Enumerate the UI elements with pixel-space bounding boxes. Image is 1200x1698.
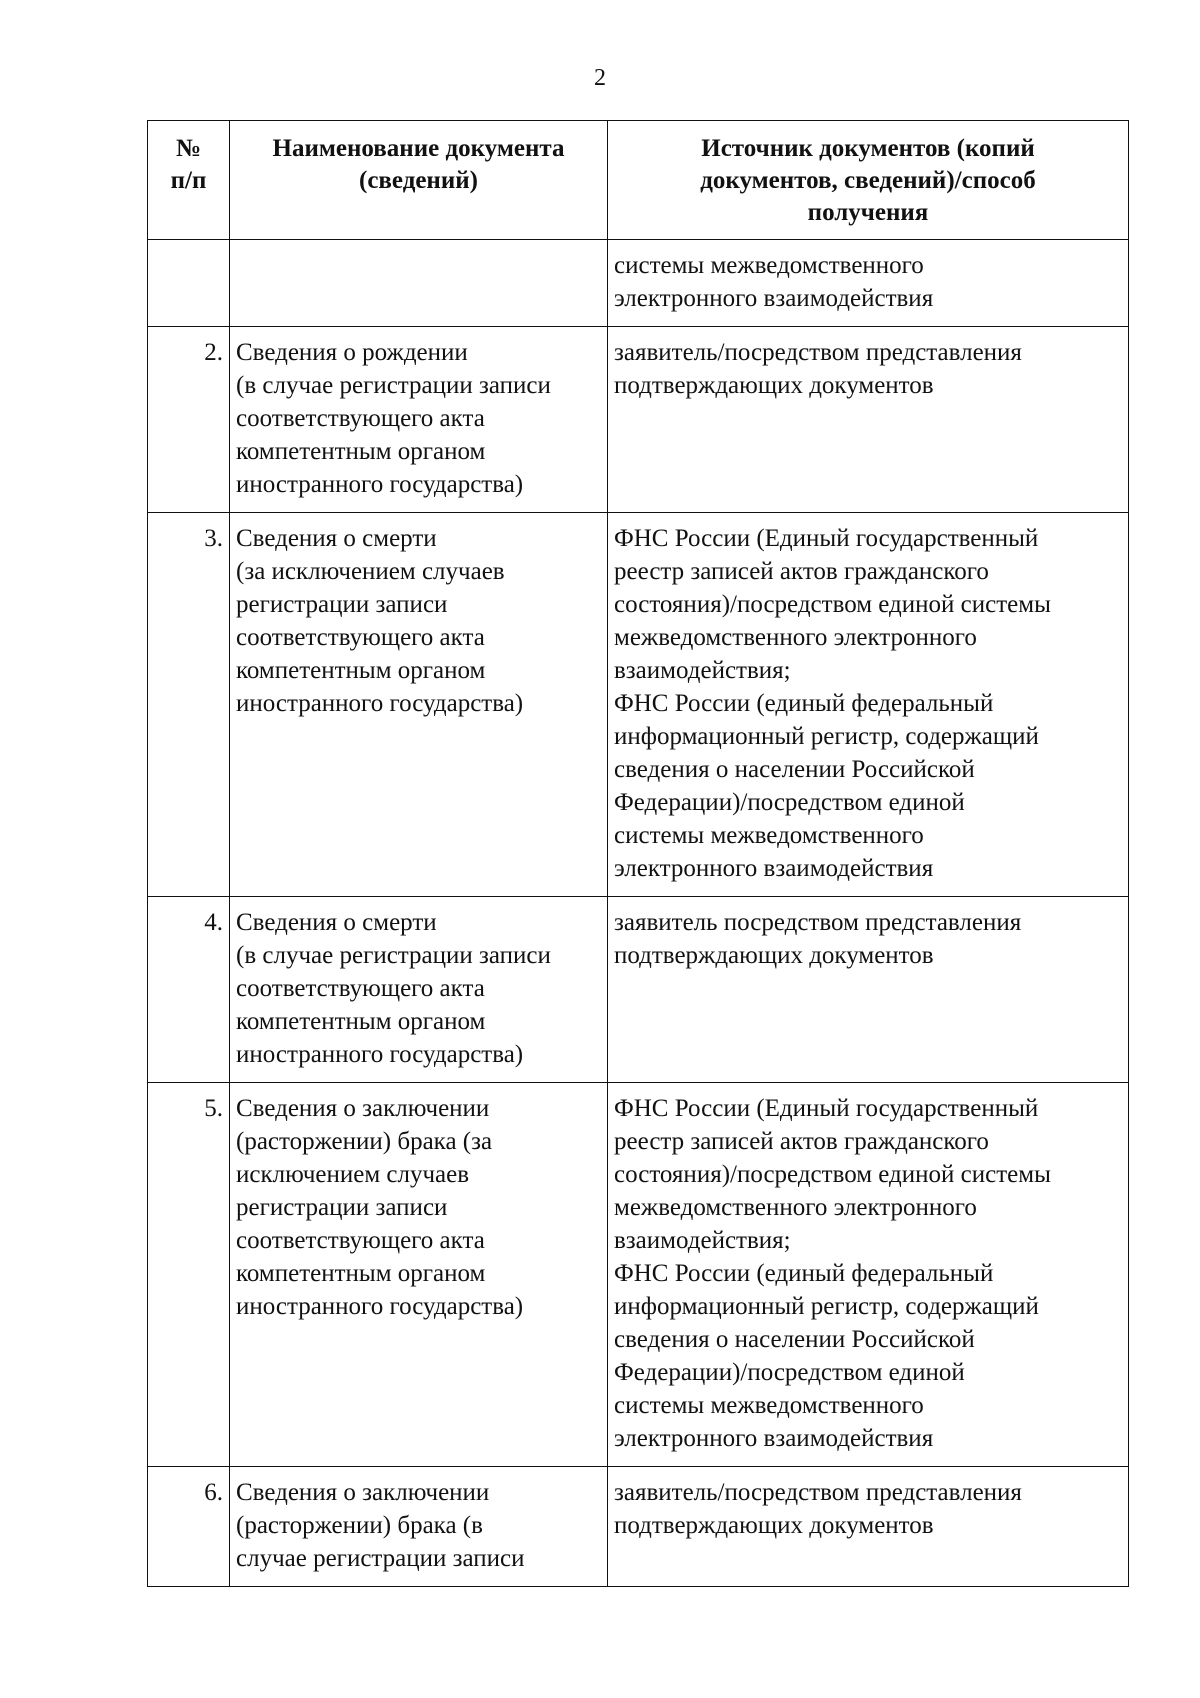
document-source-line: межведомственного электронного (614, 624, 977, 651)
document-source-line: системы межведомственного (614, 822, 924, 849)
document-source-line: информационный регистр, содержащий (614, 723, 1039, 750)
document-source-line: заявитель/посредством представления (614, 339, 1022, 366)
header-document-source: Источник документов (копий документов, сведений)/способ получения (608, 121, 1129, 240)
table-row (148, 1083, 1129, 1467)
header-document-name: Наименование документа (сведений) (230, 121, 608, 240)
document-name-line: Сведения о рождении (236, 339, 468, 366)
document-source-line: ФНС России (Единый государственный (614, 1095, 1039, 1122)
document-source-line: информационный регистр, содержащий (614, 1293, 1039, 1320)
document-name-line: иностранного государства) (236, 471, 524, 498)
row-number: 3. (148, 513, 230, 897)
document-name-line: регистрации записи (236, 1194, 448, 1221)
document-source-line: реестр записей актов гражданского (614, 1128, 989, 1155)
document-source-cell (608, 327, 1129, 513)
table-row (148, 1467, 1129, 1587)
document-name-line: соответствующего акта (236, 624, 485, 651)
document-name-line: соответствующего акта (236, 975, 485, 1002)
document-name-line: соответствующего акта (236, 405, 485, 432)
table-row (148, 327, 1129, 513)
document-name-line: (за исключением случаев (236, 558, 505, 585)
documents-table (147, 120, 1129, 1587)
document-source-line: заявитель посредством представления (614, 909, 1022, 936)
document-source-line: подтверждающих документов (614, 942, 934, 969)
document-name-line: Сведения о заключении (236, 1479, 490, 1506)
document-source-line: подтверждающих документов (614, 372, 934, 399)
document-source-line: межведомственного электронного (614, 1194, 977, 1221)
document-source-cell (608, 240, 1129, 327)
document-source-line: реестр записей актов гражданского (614, 558, 989, 585)
document-source-cell (608, 1083, 1129, 1467)
document-source-line: системы межведомственного (614, 1392, 924, 1419)
document-name-cell (230, 240, 608, 327)
header-number: № п/п (148, 121, 230, 240)
document-name-line: регистрации записи (236, 591, 448, 618)
document-name-line: компетентным органом (236, 1008, 486, 1035)
row-number: 4. (148, 897, 230, 1083)
document-source-line: состояния)/посредством единой системы (614, 1161, 1051, 1188)
document-name-cell (230, 513, 608, 897)
document-source-line: состояния)/посредством единой системы (614, 591, 1051, 618)
document-source-line: электронного взаимодействия (614, 1425, 934, 1452)
document-source-line: ФНС России (единый федеральный (614, 690, 994, 717)
document-source-line: заявитель/посредством представления (614, 1479, 1022, 1506)
document-name-line: исключением случаев (236, 1161, 470, 1188)
document-source-line: ФНС России (единый федеральный (614, 1260, 994, 1287)
table-header-row (148, 121, 1129, 240)
document-source-line: подтверждающих документов (614, 1512, 934, 1539)
document-name-line: (в случае регистрации записи (236, 942, 551, 969)
document-source-cell (608, 513, 1129, 897)
document-name-line: случае регистрации записи (236, 1545, 525, 1572)
document-name-line: Сведения о смерти (236, 525, 437, 552)
document-name-cell (230, 897, 608, 1083)
document-source-line: сведения о населении Российской (614, 756, 975, 783)
document-source-line: Федерации)/посредством единой (614, 789, 965, 816)
document-source-line: взаимодействия; (614, 657, 791, 684)
document-name-line: соответствующего акта (236, 1227, 485, 1254)
row-number (148, 240, 230, 327)
document-name-cell (230, 327, 608, 513)
document-name-line: иностранного государства) (236, 1041, 524, 1068)
document-name-cell (230, 1083, 608, 1467)
table-row (148, 897, 1129, 1083)
page-number: 2 (594, 65, 606, 91)
document-name-line: компетентным органом (236, 657, 486, 684)
document-source-line: ФНС России (Единый государственный (614, 525, 1039, 552)
table-body (148, 240, 1129, 1587)
document-name-line: компетентным органом (236, 438, 486, 465)
document-source-line: Федерации)/посредством единой (614, 1359, 965, 1386)
table-row (148, 513, 1129, 897)
document-name-line: Сведения о заключении (236, 1095, 490, 1122)
document-name-line: (в случае регистрации записи (236, 372, 551, 399)
document-source-line: электронного взаимодействия (614, 855, 934, 882)
document-source-cell (608, 897, 1129, 1083)
row-number: 6. (148, 1467, 230, 1587)
row-number: 2. (148, 327, 230, 513)
document-source-line: электронного взаимодействия (614, 285, 934, 312)
document-name-line: иностранного государства) (236, 690, 524, 717)
document-name-line: Сведения о смерти (236, 909, 437, 936)
document-name-line: (расторжении) брака (в (236, 1512, 483, 1539)
row-number: 5. (148, 1083, 230, 1467)
document-source-line: сведения о населении Российской (614, 1326, 975, 1353)
document-name-line: иностранного государства) (236, 1293, 524, 1320)
document-source-cell (608, 1467, 1129, 1587)
document-name-cell (230, 1467, 608, 1587)
document-source-line: взаимодействия; (614, 1227, 791, 1254)
document-source-line: системы межведомственного (614, 252, 924, 279)
table-row (148, 240, 1129, 327)
document-name-line: компетентным органом (236, 1260, 486, 1287)
document-name-line: (расторжении) брака (за (236, 1128, 493, 1155)
